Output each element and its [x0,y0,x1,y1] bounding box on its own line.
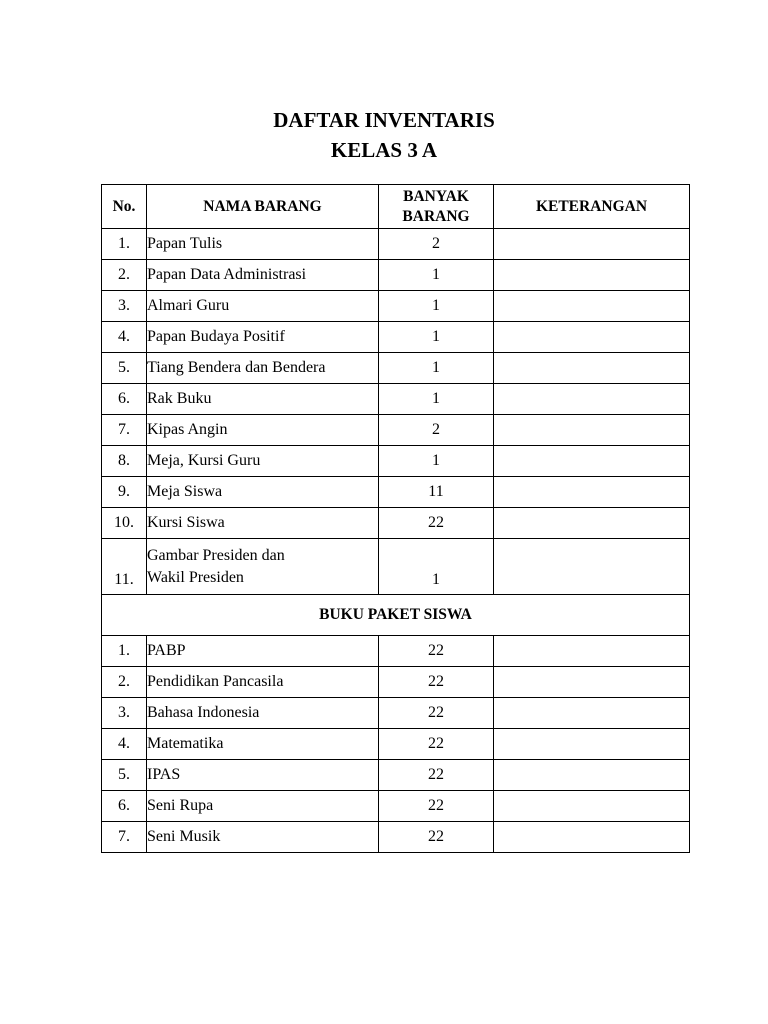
item-name [147,539,379,595]
item-name: Matematika [147,729,379,760]
table-row [102,791,690,822]
item-name-line2: Wakil Presiden [147,568,244,586]
item-quantity: 2 [379,229,494,260]
item-name: Seni Musik [147,822,379,853]
table-row [102,229,690,260]
item-note [494,260,690,291]
item-note [494,477,690,508]
item-quantity: 1 [379,353,494,384]
row-number: 10. [102,508,147,539]
item-name: Pendidikan Pancasila [147,667,379,698]
item-note [494,636,690,667]
row-number: 4. [102,322,147,353]
item-note [494,322,690,353]
row-number: 1. [102,636,147,667]
table-row [102,822,690,853]
item-note [494,760,690,791]
table-row [102,260,690,291]
item-quantity: 22 [379,636,494,667]
item-name: Almari Guru [147,291,379,322]
section-header-row [102,595,690,636]
item-quantity: 1 [379,322,494,353]
item-quantity: 22 [379,698,494,729]
item-note [494,791,690,822]
item-note [494,384,690,415]
item-note [494,539,690,595]
item-quantity: 1 [379,260,494,291]
item-name: Meja, Kursi Guru [147,446,379,477]
item-note [494,822,690,853]
table-row [102,353,690,384]
row-number: 8. [102,446,147,477]
table-row [102,446,690,477]
item-quantity: 22 [379,760,494,791]
row-number: 3. [102,698,147,729]
table-row [102,322,690,353]
item-quantity: 1 [379,539,494,595]
header-quantity-line2: BARANG [402,207,470,225]
table-row [102,508,690,539]
row-number: 9. [102,477,147,508]
item-name: Kursi Siswa [147,508,379,539]
item-quantity: 22 [379,667,494,698]
item-name: IPAS [147,760,379,791]
row-number: 4. [102,729,147,760]
item-note [494,291,690,322]
item-note [494,353,690,384]
item-note [494,229,690,260]
row-number: 11. [102,539,147,595]
item-name: Rak Buku [147,384,379,415]
item-quantity: 22 [379,729,494,760]
item-note [494,508,690,539]
table-row [102,539,690,595]
item-quantity: 11 [379,477,494,508]
table-row [102,291,690,322]
item-note [494,446,690,477]
document-subtitle: KELAS 3 A [330,138,438,162]
item-name: Bahasa Indonesia [147,698,379,729]
item-name: Kipas Angin [147,415,379,446]
row-number: 7. [102,822,147,853]
item-note [494,698,690,729]
item-quantity: 22 [379,508,494,539]
item-quantity: 2 [379,415,494,446]
row-number: 6. [102,791,147,822]
item-name: Papan Data Administrasi [147,260,379,291]
table-row [102,760,690,791]
item-quantity: 1 [379,384,494,415]
row-number: 3. [102,291,147,322]
table-row [102,729,690,760]
header-no: No. [102,185,147,229]
item-name-line1: Gambar Presiden dan [147,546,285,564]
row-number: 2. [102,260,147,291]
table-row [102,636,690,667]
item-quantity: 22 [379,822,494,853]
table-row [102,384,690,415]
header-item-name: NAMA BARANG [147,185,379,229]
document-title: DAFTAR INVENTARIS [273,108,495,132]
row-number: 5. [102,353,147,384]
item-note [494,415,690,446]
item-quantity: 1 [379,291,494,322]
row-number: 7. [102,415,147,446]
table-row [102,667,690,698]
item-name: PABP [147,636,379,667]
header-quantity [379,185,494,229]
item-quantity: 22 [379,791,494,822]
inventory-table [101,184,690,853]
item-name: Seni Rupa [147,791,379,822]
item-name: Papan Tulis [147,229,379,260]
header-note: KETERANGAN [494,185,690,229]
row-number: 2. [102,667,147,698]
item-name: Papan Budaya Positif [147,322,379,353]
item-note [494,729,690,760]
row-number: 6. [102,384,147,415]
table-row [102,415,690,446]
item-quantity: 1 [379,446,494,477]
table-row [102,698,690,729]
table-header-row [102,185,690,229]
header-quantity-line1: BANYAK [403,187,469,205]
section-title: BUKU PAKET SISWA [102,595,690,636]
table-row [102,477,690,508]
item-name: Meja Siswa [147,477,379,508]
row-number: 1. [102,229,147,260]
row-number: 5. [102,760,147,791]
item-name: Tiang Bendera dan Bendera [147,353,379,384]
item-note [494,667,690,698]
